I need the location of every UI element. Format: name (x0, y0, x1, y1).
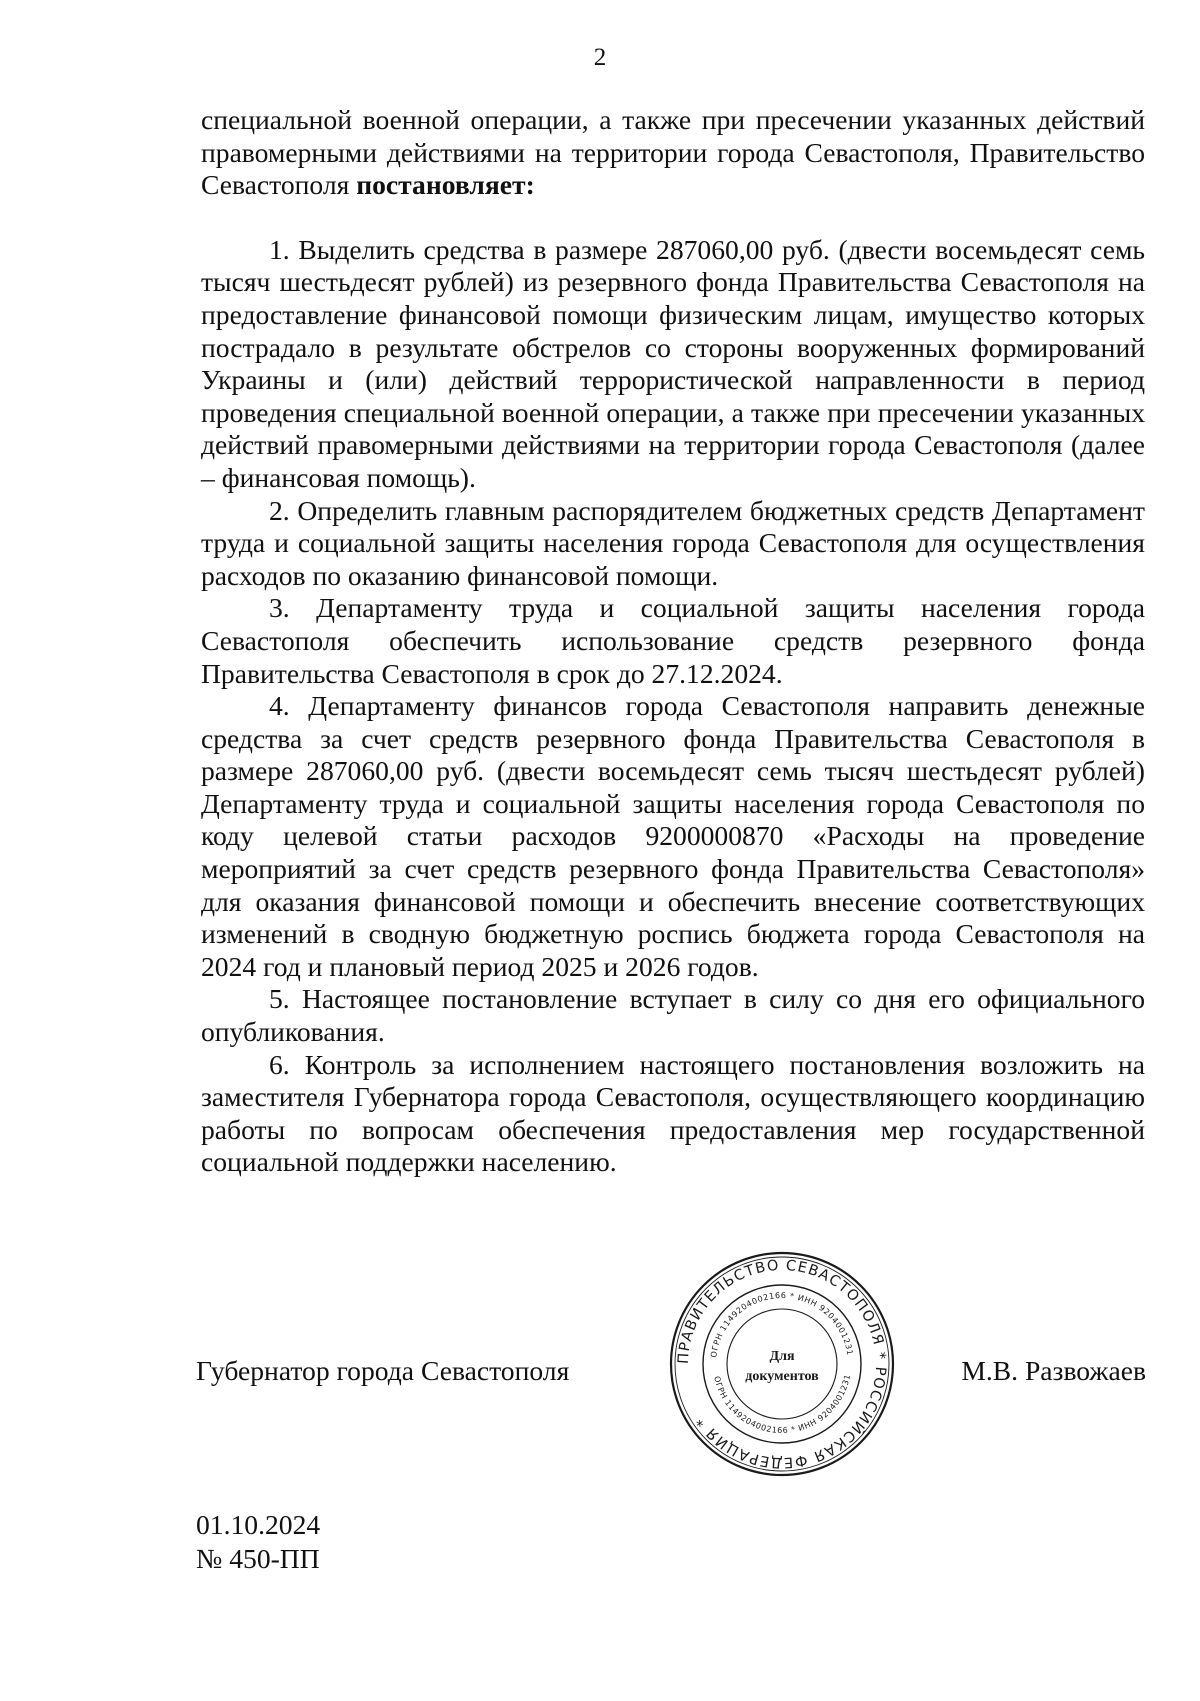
seal-inner-ring (727, 1309, 837, 1419)
document-date: 01.10.2024 (196, 1509, 321, 1540)
lead-text: специальной военной операции, а также при пресечении указанных действий правомерными действиями на территории города Севастополя, Правительство Севастополя (201, 104, 1145, 201)
resolves-word: постановляет: (356, 169, 535, 201)
official-seal (668, 1250, 896, 1478)
seal-center-line-2: документов (745, 1369, 819, 1384)
seal-outer-ring (671, 1253, 893, 1475)
lead-paragraph (201, 104, 1145, 202)
seal-inner-top-text: ОГРН 1149204002166 * ИНН 9204001231 (709, 1290, 855, 1359)
resolution-body (201, 104, 1145, 1179)
document-requisites (196, 1508, 320, 1576)
clause-3: 3. Департаменту труда и социальной защиты населения города Севастополя обеспечить использование средств резервного фонда Правительства Севастополя в срок до 27.12.2024. (201, 592, 1145, 689)
clause-5: 5. Настоящее постановление вступает в силу со дня его официального опубликования. (201, 983, 1145, 1048)
document-number: № 450-ПП (196, 1543, 320, 1574)
seal-center-line-1: Для (769, 1349, 795, 1364)
signatory-position: Губернатор города Севастополя (196, 1355, 570, 1386)
seal-outer-text: ПРАВИТЕЛЬСТВО СЕВАСТОПОЛЯ * РОССИЙСКАЯ ФЕДЕРАЦИЯ * (675, 1257, 889, 1471)
seal-inner-bottom-text: ОГРН 1149204002166 * ИНН 9204001231 (712, 1373, 853, 1436)
clause-2: 2. Определить главным распорядителем бюджетных средств Департамент труда и социальной защиты населения города Севастополя для осуществления расходов по оказанию финансовой помощи. (201, 494, 1145, 591)
clause-1: 1. Выделить средства в размере 287060,00 руб. (двести восемьдесят семь тысяч шестьдесят рублей) из резервного фонда Правительства Севастополя на предоставление финансовой помощи физическим лицам, имущество которых пострадало в результате обстрелов со стороны вооруженных формирований Украины и (или) действий террористической направленности в период проведения специальной военной операции, а также при пресечении указанных действий правомерными действиями на территории города Севастополя (далее – финансовая помощь). (201, 233, 1145, 493)
clause-6: 6. Контроль за исполнением настоящего постановления возложить на заместителя Губернатора города Севастополя, осуществляющего координацию работы по вопросам обеспечения предоставления мер государственной социальной поддержки населению. (201, 1048, 1145, 1178)
page-number: 2 (593, 44, 607, 71)
signatory-name: М.В. Развожаев (961, 1355, 1146, 1386)
clause-4: 4. Департаменту финансов города Севастополя направить денежные средства за счет средств резервного фонда Правительства Севастополя в размере 287060,00 руб. (двести восемьдесят семь тысяч шестьдесят рублей) Департаменту труда и социальной защиты населения города Севастополя по коду целевой статьи расходов 9200000870 «Расходы на проведение мероприятий за счет средств резервного фонда Правительства Севастополя» для оказания финансовой помощи и обеспечить внесение соответствующих изменений в сводную бюджетную роспись бюджета города Севастополя на 2024 год и плановый период 2025 и 2026 годов. (201, 690, 1145, 982)
